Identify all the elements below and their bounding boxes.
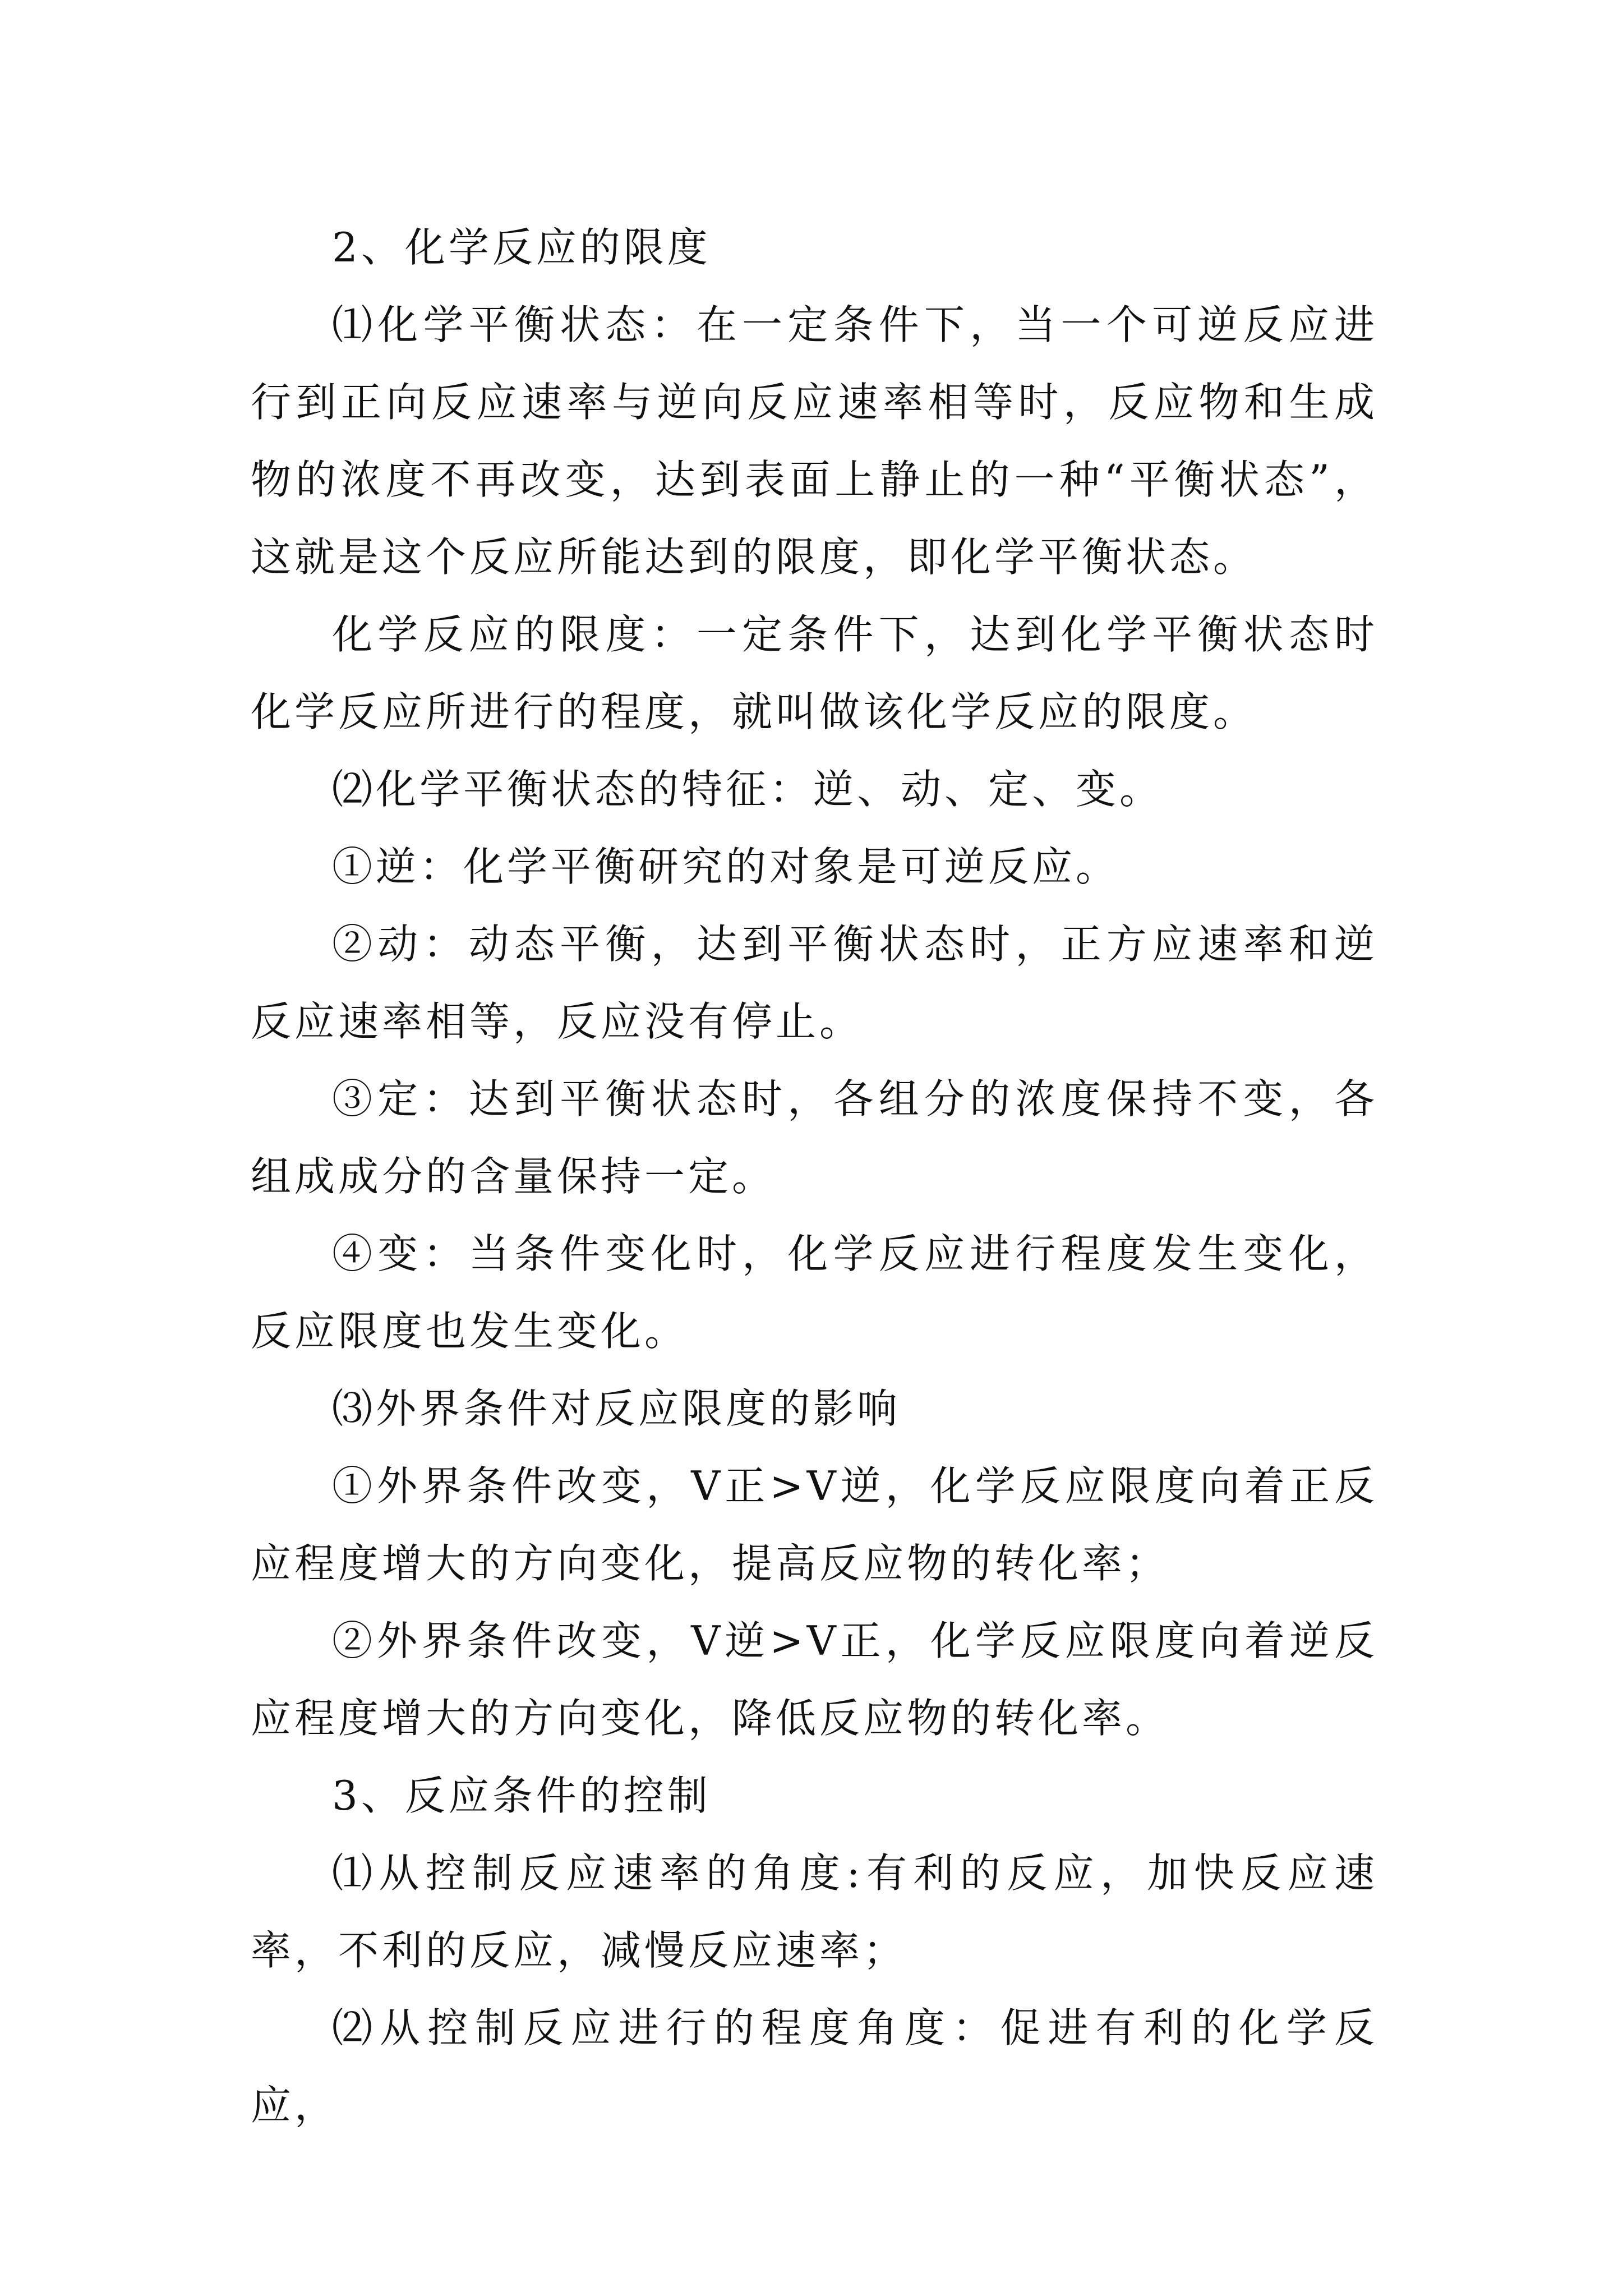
list-item-reversible: ①逆：化学平衡研究的对象是可逆反应。: [332, 843, 1120, 890]
heading-reaction-limit: 2、化学反应的限度: [332, 224, 711, 271]
list-item-constant: ③定：达到平衡状态时，各组分的浓度保持不变，各组成成分的含量保持一定。: [251, 1075, 1378, 1200]
paragraph-equilibrium-features: ⑵化学平衡状态的特征：逆、动、定、变。: [332, 766, 1164, 813]
list-item-change: ④变：当条件变化时，化学反应进行程度发生变化，反应限度也发生变化。: [251, 1230, 1378, 1355]
paragraph-rate-control: ⑴从控制反应速率的角度:有利的反应，加快反应速率，不利的反应，减慢反应速率；: [251, 1849, 1378, 1974]
list-item-forward-shift: ①外界条件改变，V正>V逆，化学反应限度向着正反应程度增大的方向变化，提高反应物的转化率；: [251, 1462, 1378, 1587]
paragraph-degree-control: ⑵从控制反应进行的程度角度：促进有利的化学反应，: [251, 2004, 1378, 2129]
paragraph-equilibrium-state: ⑴化学平衡状态：在一定条件下，当一个可逆反应进行到正向反应速率与逆向反应速率相等时，反应物和生成物的浓度不再改变，达到表面上静止的一种“平衡状态”，这就是这个反应所能达到的限度，即化学平衡状态。: [251, 301, 1378, 581]
list-item-reverse-shift: ②外界条件改变，V逆>V正，化学反应限度向着逆反应程度增大的方向变化，降低反应物的转化率。: [251, 1617, 1378, 1742]
heading-condition-control: 3、反应条件的控制: [332, 1772, 711, 1819]
paragraph-reaction-limit-definition: 化学反应的限度：一定条件下，达到化学平衡状态时化学反应所进行的程度，就叫做该化学反应的限度。: [251, 611, 1378, 735]
document-body: [251, 209, 1378, 2144]
list-item-dynamic: ②动：动态平衡，达到平衡状态时，正方应速率和逆反应速率相等，反应没有停止。: [251, 921, 1378, 1045]
paragraph-external-conditions: ⑶外界条件对反应限度的影响: [332, 1385, 901, 1432]
